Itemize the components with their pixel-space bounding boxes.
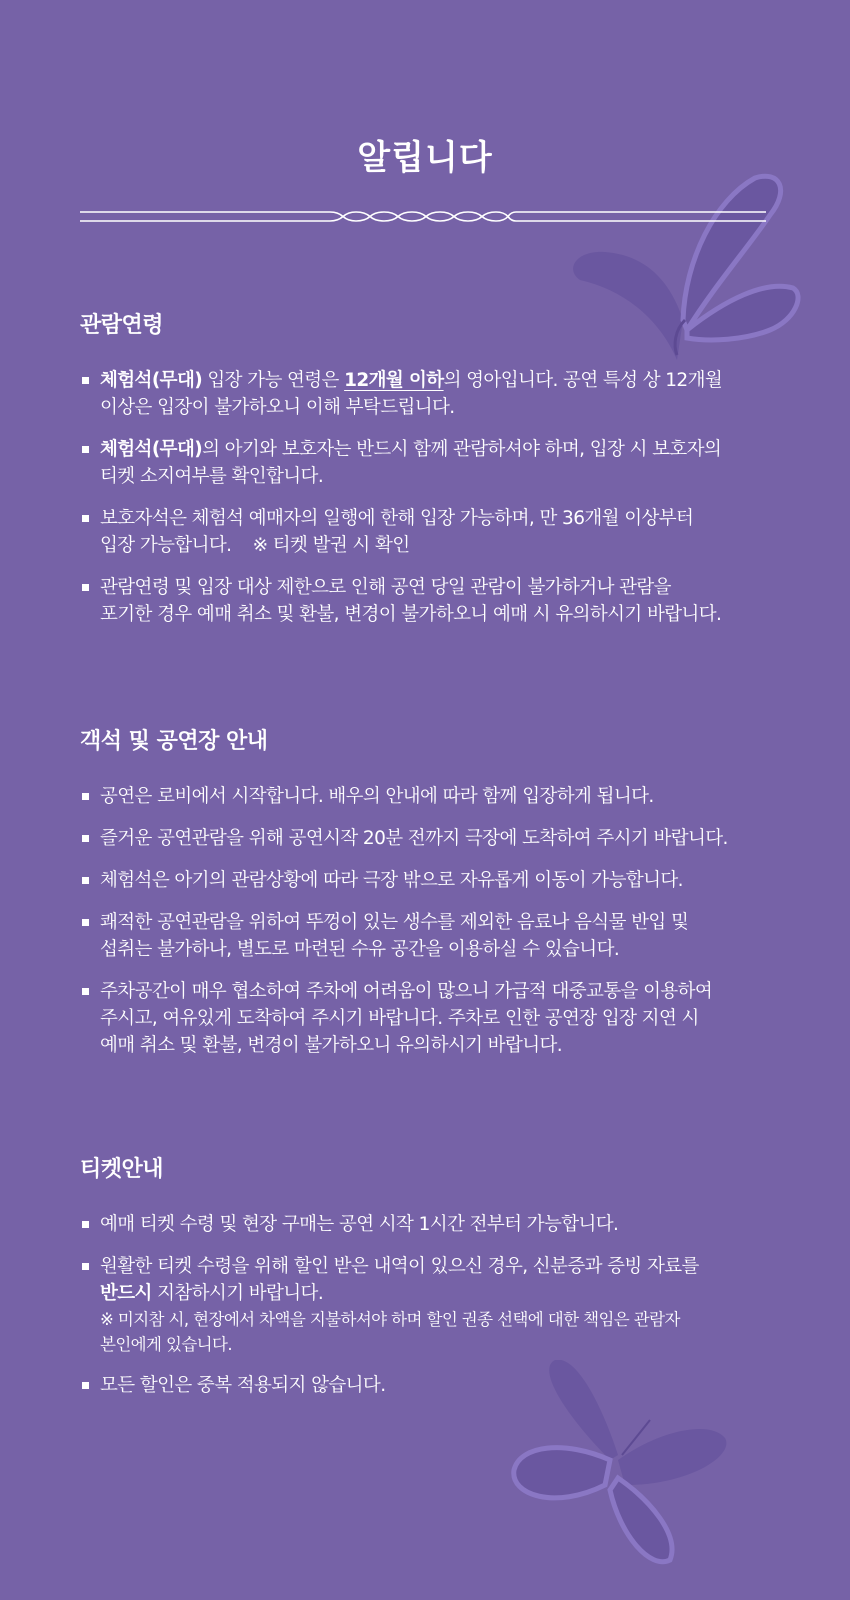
- item-text: 의 아기와 보호자는 반드시 함께 관람하셔야 하며, 입장 시 보호자의: [202, 439, 722, 460]
- emphasis-text: 체험석(무대): [100, 439, 203, 460]
- section-heading: 객석 및 공연장 안내: [80, 729, 268, 754]
- square-bullet-icon: [82, 1221, 89, 1228]
- item-text: 쾌적한 공연관람을 위하여 뚜껑이 있는 생수를 제외한 음료나 음식물 반입 및: [100, 912, 689, 933]
- square-bullet-icon: [82, 877, 89, 884]
- emphasis-text: 반드시: [100, 1283, 152, 1304]
- emphasis-underline-text: 12개월 이하: [344, 370, 444, 391]
- list-item: [80, 825, 810, 852]
- square-bullet-icon: [82, 988, 89, 995]
- note-text: 본인에게 있습니다.: [100, 1335, 233, 1354]
- item-text: 입장 가능 연령은: [202, 370, 345, 391]
- section-seating-venue: [80, 724, 810, 1074]
- square-bullet-icon: [82, 515, 89, 522]
- item-text: 예매 티켓 수령 및 현장 구매는 공연 시작 1시간 전부터 가능합니다.: [100, 1214, 619, 1235]
- item-text: 포기한 경우 예매 취소 및 환불, 변경이 불가하오니 예매 시 유의하시기 바랍니다.: [100, 604, 722, 625]
- item-text: 공연은 로비에서 시작합니다. 배우의 안내에 따라 함께 입장하게 됩니다.: [100, 786, 654, 807]
- list-item: [80, 909, 810, 963]
- list-item: [80, 1372, 810, 1399]
- item-list: [80, 367, 810, 628]
- item-list: [80, 783, 810, 1059]
- square-bullet-icon: [82, 446, 89, 453]
- item-list: [80, 1211, 810, 1399]
- item-text: 티켓 소지여부를 확인합니다.: [100, 466, 324, 487]
- list-item: [80, 574, 810, 628]
- item-text: 예매 취소 및 환불, 변경이 불가하오니 유의하시기 바랍니다.: [100, 1035, 563, 1056]
- square-bullet-icon: [82, 377, 89, 384]
- list-item: [80, 783, 810, 810]
- section-viewing-age: [80, 308, 810, 643]
- list-item: [80, 436, 810, 490]
- list-item: [80, 867, 810, 894]
- list-item: [80, 367, 810, 421]
- square-bullet-icon: [82, 584, 89, 591]
- list-item: [80, 978, 810, 1059]
- item-text: 모든 할인은 중복 적용되지 않습니다.: [100, 1375, 386, 1396]
- square-bullet-icon: [82, 793, 89, 800]
- section-ticket-info: [80, 1152, 810, 1414]
- item-text: 주시고, 여유있게 도착하여 주시기 바랍니다. 주차로 인한 공연장 입장 지연 시: [100, 1008, 699, 1029]
- page-title: 알립니다: [357, 138, 493, 178]
- item-text: 주차공간이 매우 협소하여 주차에 어려움이 많으니 가급적 대중교통을 이용하여: [100, 981, 713, 1002]
- item-text: 관람연령 및 입장 대상 제한으로 인해 공연 당일 관람이 불가하거나 관람을: [100, 577, 671, 598]
- item-text: 이상은 입장이 불가하오니 이해 부탁드립니다.: [100, 397, 455, 418]
- note-text: ※ 미지참 시, 현장에서 차액을 지불하셔야 하며 할인 권종 선택에 대한 책임은 관람자: [100, 1310, 680, 1329]
- item-text: 원활한 티켓 수령을 위해 할인 받은 내역이 있으신 경우, 신분증과 증빙 자료를: [100, 1256, 699, 1277]
- square-bullet-icon: [82, 1382, 89, 1389]
- emphasis-text: 체험석(무대): [100, 370, 203, 391]
- item-text: 체험석은 아기의 관람상황에 따라 극장 밖으로 자유롭게 이동이 가능합니다.: [100, 870, 683, 891]
- list-item: [80, 1253, 810, 1357]
- square-bullet-icon: [82, 835, 89, 842]
- square-bullet-icon: [82, 1263, 89, 1270]
- item-text: 즐거운 공연관람을 위해 공연시작 20분 전까지 극장에 도착하여 주시기 바랍니다.: [100, 828, 728, 849]
- square-bullet-icon: [82, 919, 89, 926]
- list-item: [80, 505, 810, 559]
- item-text: 보호자석은 체험석 예매자의 일행에 한해 입장 가능하며, 만 36개월 이상부터: [100, 508, 694, 529]
- section-heading: 관람연령: [80, 313, 164, 338]
- item-text: 섭취는 불가하나, 별도로 마련된 수유 공간을 이용하실 수 있습니다.: [100, 939, 620, 960]
- item-text: 지참하시기 바랍니다.: [151, 1283, 324, 1304]
- section-heading: 티켓안내: [80, 1157, 164, 1182]
- item-text: 입장 가능합니다. ※ 티켓 발권 시 확인: [100, 535, 410, 556]
- ornament-divider: [80, 206, 766, 228]
- item-text: 의 영아입니다. 공연 특성 상 12개월: [443, 370, 723, 391]
- list-item: [80, 1211, 810, 1238]
